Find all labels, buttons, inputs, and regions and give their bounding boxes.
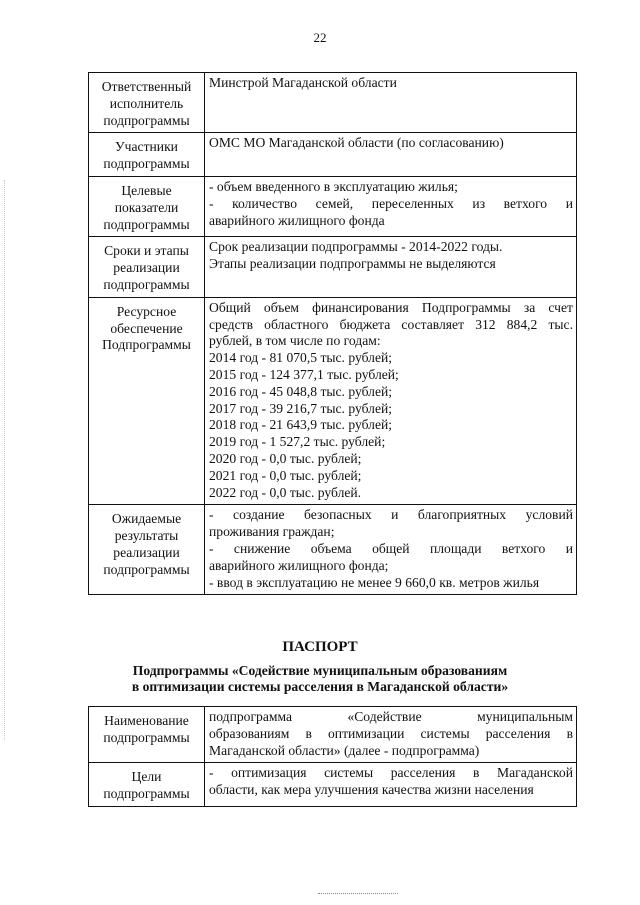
scan-footer-artifact: [318, 893, 398, 894]
content-line: Минстрой Магаданской области: [209, 75, 397, 90]
label-line: Участники: [115, 139, 178, 155]
content-line: средств областного бюджета составляет 312 884,2 тыс.: [209, 316, 573, 332]
row-content: [205, 133, 577, 177]
label-line: Ресурсное: [116, 303, 177, 319]
content-line: аварийного жилищного фонда;: [209, 557, 389, 573]
row-label: [89, 707, 205, 763]
content-line: области, как мера улучшения качества жизни населения: [209, 782, 534, 798]
label-line: Подпрограммы: [102, 337, 191, 353]
content-line: 2017 год - 39 216,7 тыс. рублей;: [209, 400, 393, 416]
content-line: рублей, в том числе по годам:: [209, 333, 381, 349]
content-line: - ввод в эксплуатацию не менее 9 660,0 кв. метров жилья: [209, 574, 540, 590]
row-label: [89, 763, 205, 807]
content-line: - создание безопасных и благоприятных условий: [209, 507, 573, 523]
passport-title: ПАСПОРТ: [282, 639, 358, 655]
label-line: результаты: [114, 528, 179, 544]
table-row: [89, 707, 577, 763]
label-line: подпрограммы: [103, 156, 190, 172]
row-content: [205, 237, 577, 297]
row-content: [205, 707, 577, 763]
content-line: проживания граждан;: [209, 524, 335, 540]
passport-subtitle: [0, 663, 640, 695]
label-line: Ответственный: [101, 79, 192, 94]
row-content: [205, 763, 577, 807]
label-line: реализации: [113, 260, 180, 276]
row-label: [89, 133, 205, 177]
table-row: [89, 133, 577, 177]
row-content: [205, 73, 577, 133]
content-line: 2014 год - 81 070,5 тыс. рублей;: [209, 350, 393, 366]
label-line: подпрограммы: [103, 216, 190, 232]
content-line: 2016 год - 45 048,8 тыс. рублей;: [209, 383, 393, 399]
label-line: Ожидаемые: [111, 511, 182, 527]
label-line: подпрограммы: [103, 561, 190, 577]
content-line: Срок реализации подпрограммы - 2014-2022 годы.: [209, 239, 503, 255]
content-line: Общий объем финансирования Подпрограммы за счет: [209, 299, 573, 315]
content-line: 2021 год - 0,0 тыс. рублей;: [209, 467, 362, 483]
label-line: исполнитель: [109, 95, 184, 111]
table-row: [89, 297, 577, 505]
table-row: [89, 176, 577, 236]
content-line: - снижение объема общей площади ветхого и: [209, 540, 573, 556]
content-line: 2020 год - 0,0 тыс. рублей;: [209, 450, 362, 466]
scan-margin-artifact: [4, 180, 5, 740]
content-line: 2015 год - 124 377,1 тыс. рублей;: [209, 366, 399, 382]
label-line: Целевые: [121, 182, 172, 198]
subtitle-line: Подпрограммы «Содействие муниципальным образованиям: [132, 663, 508, 678]
label-line: подпрограммы: [103, 276, 190, 292]
content-line: аварийного жилищного фонда: [209, 212, 385, 228]
label-line: Наименование: [104, 713, 189, 728]
subtitle-line: в оптимизации системы расселения в Магаданской области»: [131, 679, 509, 694]
content-line: - оптимизация системы расселения в Магаданской: [209, 765, 573, 781]
row-label: [89, 505, 205, 595]
label-line: подпрограммы: [103, 729, 190, 745]
row-content: [205, 297, 577, 505]
content-line: - количество семей, переселенных из ветхого и: [209, 195, 573, 211]
row-label: [89, 297, 205, 505]
page-number: 22: [313, 30, 327, 45]
subprogram-details-table: [88, 72, 577, 595]
row-content: [205, 176, 577, 236]
content-line: ОМС МО Магаданской области (по согласованию): [209, 135, 504, 151]
table-row: [89, 237, 577, 297]
label-line: обеспечение: [110, 320, 183, 336]
table-row: [89, 73, 577, 133]
table-row: [89, 505, 577, 595]
label-line: подпрограммы: [103, 112, 190, 128]
table-row: [89, 763, 577, 807]
passport-table: [88, 706, 577, 807]
content-line: Магаданской области» (далее - подпрограмма): [209, 742, 480, 758]
content-line: Этапы реализации подпрограммы не выделяются: [209, 256, 496, 272]
content-line: - объем введенного в эксплуатацию жилья;: [209, 178, 458, 194]
content-line: 2022 год - 0,0 тыс. рублей.: [209, 484, 362, 500]
content-line: подпрограмма «Содействие муниципальным: [209, 709, 573, 724]
label-line: подпрограммы: [103, 786, 190, 802]
label-line: показатели: [114, 199, 179, 215]
label-line: Цели: [131, 769, 162, 785]
content-line: 2018 год - 21 643,9 тыс. рублей;: [209, 417, 393, 433]
row-label: [89, 237, 205, 297]
content-line: 2019 год - 1 527,2 тыс. рублей;: [209, 434, 386, 450]
row-content: [205, 505, 577, 595]
row-label: [89, 176, 205, 236]
content-line: образованиям в оптимизации системы расселения в: [209, 725, 573, 741]
row-label: [89, 73, 205, 133]
label-line: Сроки и этапы: [104, 243, 189, 259]
label-line: реализации: [113, 544, 180, 560]
